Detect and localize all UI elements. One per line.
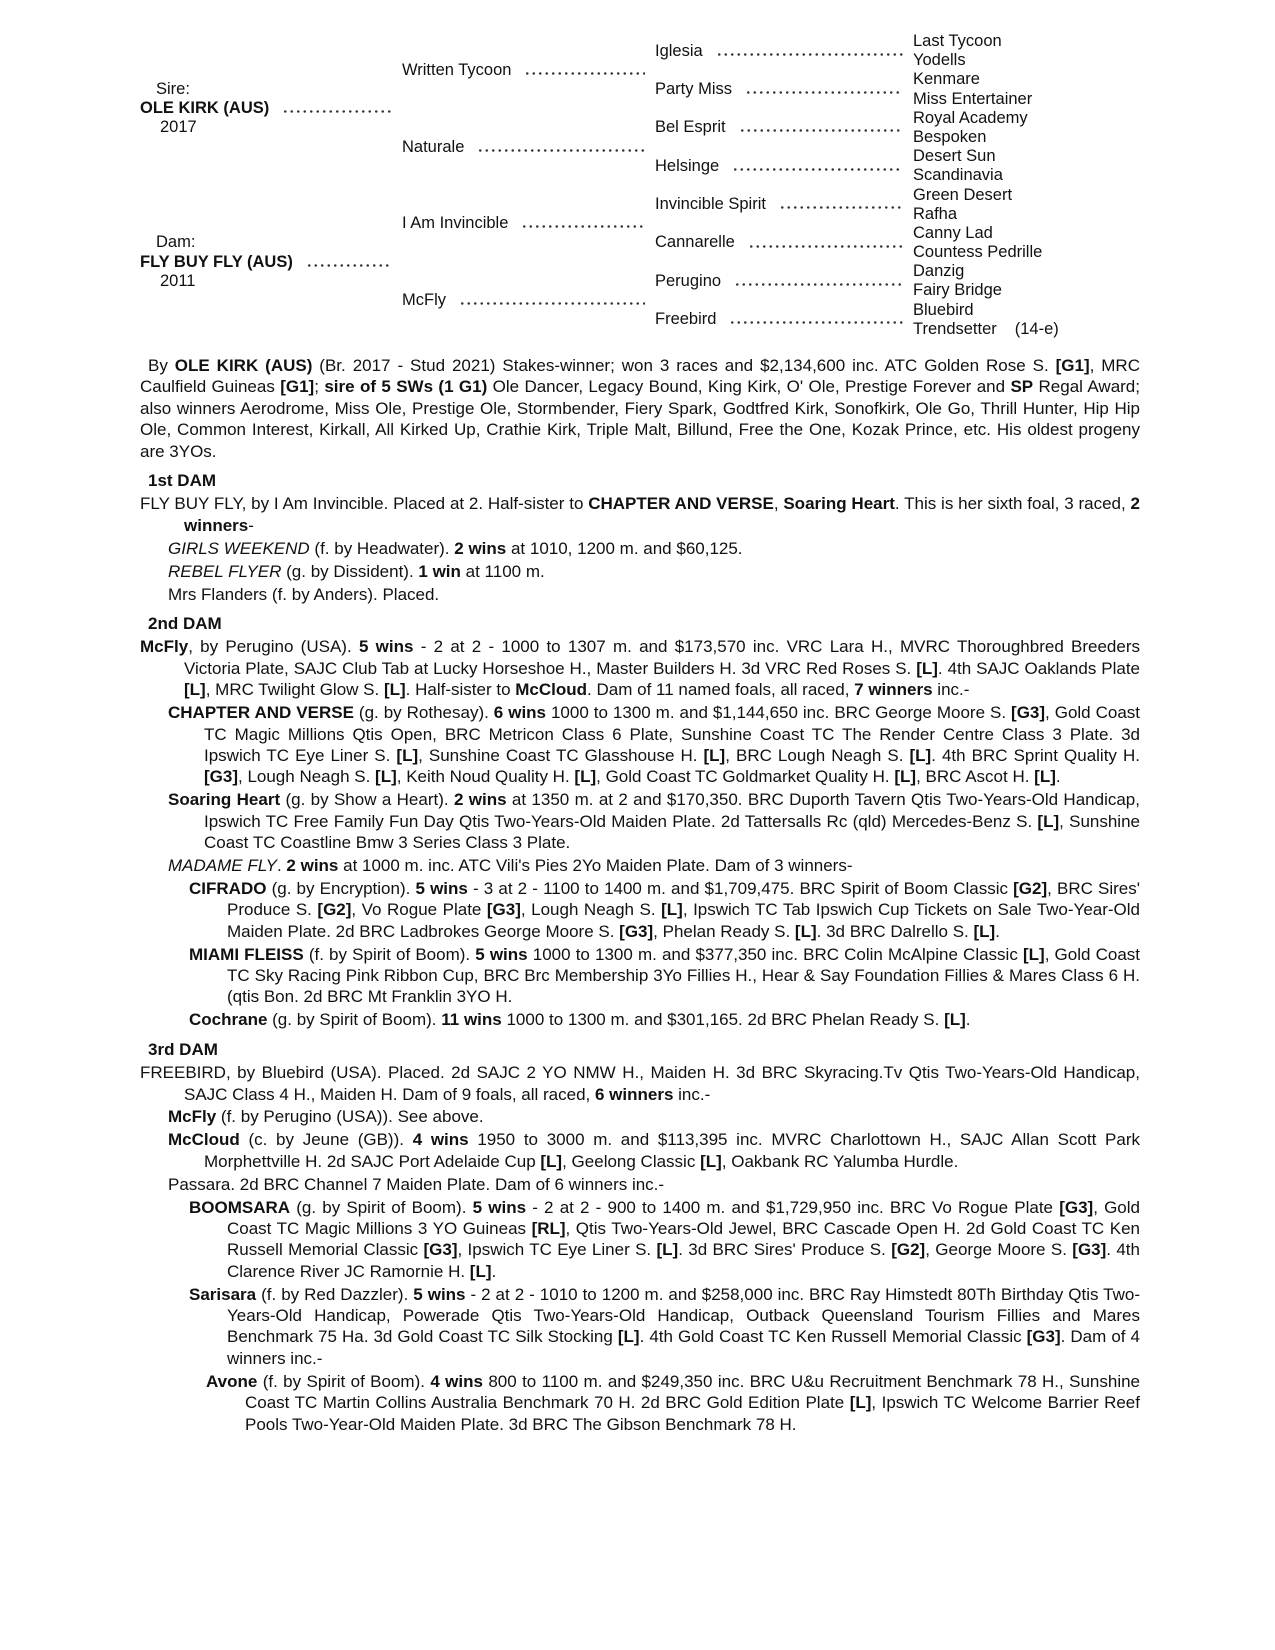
- pedigree-paragraph: FREEBIRD, by Bluebird (USA). Placed. 2d SAJC 2 YO NMW H., Maiden H. 3d BRC Skyracing.Tv Qtis Two-Years-Old Handicap, SAJC Class 4 H., Maiden H. Dam of 9 foals, all raced, 6 winners inc.-: [140, 1063, 1140, 1104]
- gen4-ancestor: [913, 32, 1140, 51]
- gen4-ancestor: [913, 320, 1140, 339]
- ancestor-name: Scandinavia: [913, 166, 1003, 185]
- ancestor-name: McFly: [402, 291, 446, 310]
- dam-year: 2011: [160, 271, 196, 290]
- ancestor-name: Perugino: [655, 271, 722, 290]
- dotted-leader: [739, 128, 903, 133]
- ancestor-name: Green Desert: [913, 185, 1013, 204]
- pedigree-paragraph: Passara. 2d BRC Channel 7 Maiden Plate. Dam of 6 winners inc.-: [168, 1174, 665, 1194]
- ancestor-name: Iglesia: [655, 41, 703, 60]
- gen2-ancestor: [402, 186, 655, 263]
- ancestor-name: Written Tycoon: [402, 60, 512, 79]
- sire-block: [140, 32, 402, 186]
- gen4-ancestor: [913, 90, 1140, 109]
- dotted-leader: [282, 109, 392, 114]
- ancestor-name: Naturale: [402, 137, 465, 156]
- gen3-ancestor: [655, 32, 913, 70]
- gen2-ancestor: [402, 109, 655, 186]
- gen2-ancestor: [402, 262, 655, 339]
- dam-block: [140, 186, 402, 340]
- ancestor-name: Countess Pedrille: [913, 243, 1043, 262]
- dam-label: Dam:: [156, 233, 196, 252]
- gen3-ancestor: [655, 301, 913, 339]
- ancestor-name: Miss Entertainer: [913, 89, 1033, 108]
- ancestor-name: Bespoken: [913, 127, 987, 146]
- dam-name: FLY BUY FLY (AUS): [140, 252, 293, 271]
- ancestor-name: Desert Sun: [913, 147, 996, 166]
- gen4-ancestor: [913, 243, 1140, 262]
- ancestor-name: Canny Lad: [913, 223, 993, 242]
- pedigree-paragraph: Cochrane (g. by Spirit of Boom). 11 wins 1000 to 1300 m. and $301,165. 2d BRC Phelan Ready S. [L].: [189, 1010, 971, 1030]
- gen4-ancestor: [913, 262, 1140, 281]
- dotted-leader: [477, 148, 645, 153]
- pedigree-paragraph: Sarisara (f. by Red Dazzler). 5 wins - 2 at 2 - 1010 to 1200 m. and $258,000 inc. BRC Ray Himstedt 80Th Birthday Qtis Two-Years-Old Handicap, Powerade Qtis Two-Years-Old Handicap, Outback Queensland Tourism Fillies and Mares Benchmark 75 Ha. 3d Gold Coast TC Silk Stocking [L]. 4th Gold Coast TC Ken Russell Memorial Classic [G3]. Dam of 4 winners inc.-: [189, 1284, 1141, 1368]
- gen4-ancestor: [913, 186, 1140, 205]
- dotted-leader: [748, 244, 903, 249]
- gen4-ancestor: [913, 224, 1140, 243]
- pedigree-paragraph: MADAME FLY. 2 wins at 1000 m. inc. ATC Vili's Pies 2Yo Maiden Plate. Dam of 3 winners-: [168, 855, 853, 875]
- gen3-ancestor: [655, 70, 913, 108]
- sire-label: Sire:: [156, 79, 190, 98]
- ancestor-name: Helsinge: [655, 156, 720, 175]
- sire-name: OLE KIRK (AUS): [140, 99, 270, 118]
- pedigree-paragraph: MIAMI FLEISS (f. by Spirit of Boom). 5 wins 1000 to 1300 m. and $377,350 inc. BRC Colin McAlpine Classic [L], Gold Coast TC Sky Racing Pink Ribbon Cup, BRC Brc Membership 3Yo Fillies H., Hear & Say Foundation Fillies & Mares Class 6 H. (qtis Bon. 2d BRC Mt Franklin 3YO H.: [189, 944, 1140, 1007]
- ancestor-name: Last Tycoon: [913, 32, 1002, 50]
- dotted-leader: [745, 90, 903, 95]
- pedigree-paragraph: GIRLS WEEKEND (f. by Headwater). 2 wins at 1010, 1200 m. and $60,125.: [168, 538, 743, 558]
- ancestor-name: Fairy Bridge: [913, 281, 1002, 300]
- pedigree-paragraph: McFly (f. by Perugino (USA)). See above.: [168, 1107, 484, 1127]
- ancestor-name: I Am Invincible: [402, 214, 509, 233]
- section-heading: 3rd DAM: [148, 1039, 218, 1059]
- ancestor-name: Invincible Spirit: [655, 195, 766, 214]
- dotted-leader: [521, 224, 645, 229]
- gen4-ancestor: [913, 205, 1140, 224]
- pedigree-notes: [140, 355, 1140, 1435]
- gen3-ancestor: [655, 186, 913, 224]
- pedigree-paragraph: McFly, by Perugino (USA). 5 wins - 2 at 2 - 1000 to 1307 m. and $173,570 inc. VRC Lara H., MVRC Thoroughbred Breeders Victoria Plate, SAJC Club Tab at Lucky Horseshoe H., Master Builders H. 3d VRC Red Roses S. [L]. 4th SAJC Oaklands Plate [L], MRC Twilight Glow S. [L]. Half-sister to McCloud. Dam of 11 named foals, all raced, 7 winners inc.-: [140, 637, 1141, 700]
- pedigree-paragraph: Soaring Heart (g. by Show a Heart). 2 wins at 1350 m. at 2 and $170,350. BRC Duporth Tavern Qtis Two-Years-Old Handicap, Ipswich TC Free Family Fun Day Qtis Two-Years-Old Maiden Plate. 2d Tattersalls Rc (qld) Mercedes-Benz S. [L], Sunshine Coast TC Coastline Bmw 3 Series Class 3 Plate.: [168, 790, 1140, 853]
- ancestor-name: Party Miss: [655, 79, 733, 98]
- dotted-leader: [734, 282, 903, 287]
- ancestor-name: Bluebird: [913, 300, 974, 319]
- pedigree-paragraph: McCloud (c. by Jeune (GB)). 4 wins 1950 to 3000 m. and $113,395 inc. MVRC Charlottown H., SAJC Allan Scott Park Morphettville H. 2d SAJC Port Adelaide Cup [L], Geelong Classic [L], Oakbank RC Yalumba Hurdle.: [168, 1130, 1140, 1171]
- gen4-ancestor: [913, 301, 1140, 320]
- pedigree-paragraph: By OLE KIRK (AUS) (Br. 2017 - Stud 2021) Stakes-winner; won 3 races and $2,134,600 inc. ATC Golden Rose S. [G1], MRC Caulfield Guineas [G1]; sire of 5 SWs (1 G1) Ole Dancer, Legacy Bound, King Kirk, O' Ole, Prestige Forever and SP Regal Award; also winners Aerodrome, Miss Ole, Prestige Ole, Stormbender, Fiery Spark, Godtfred Kirk, Sonofkirk, Ole Go, Thrill Hunter, Hip Hip Ole, Common Interest, Kirkall, All Kirked Up, Crathie Kirk, Triple Malt, Billund, Free the One, Kozak Prince, etc. His oldest progeny are 3YOs.: [140, 356, 1140, 461]
- sire-year: 2017: [160, 118, 197, 137]
- ancestor-name: Cannarelle: [655, 233, 735, 252]
- ancestor-name: Rafha: [913, 204, 958, 223]
- ancestor-name: Trendsetter: [913, 319, 997, 338]
- gen4-ancestor: [913, 147, 1140, 166]
- gen3-ancestor: [655, 109, 913, 147]
- ancestor-name: Bel Esprit: [655, 118, 726, 137]
- dotted-leader: [729, 320, 903, 325]
- pedigree-paragraph: REBEL FLYER (g. by Dissident). 1 win at 1100 m.: [168, 561, 545, 581]
- dotted-leader: [459, 301, 645, 306]
- pedigree-paragraph: CHAPTER AND VERSE (g. by Rothesay). 6 wins 1000 to 1300 m. and $1,144,650 inc. BRC George Moore S. [G3], Gold Coast TC Magic Millions Qtis Open, BRC Metricon Class 6 Plate, Sunshine Coast TC The Render Centre Class 3 Plate. 3d Ipswich TC Eye Liner S. [L], Sunshine Coast TC Glasshouse H. [L], BRC Lough Neagh S. [L]. 4th BRC Sprint Quality H. [G3], Lough Neagh S. [L], Keith Noud Quality H. [L], Gold Coast TC Goldmarket Quality H. [L], BRC Ascot H. [L].: [168, 703, 1141, 787]
- gen4-ancestor: [913, 70, 1140, 89]
- gen3-ancestor: [655, 262, 913, 300]
- pedigree-paragraph: CIFRADO (g. by Encryption). 5 wins - 3 at 2 - 1100 to 1400 m. and $1,709,475. BRC Spirit of Boom Classic [G2], BRC Sires' Produce S. [G2], Vo Rogue Plate [G3], Lough Neagh S. [L], Ipswich TC Tab Ipswich Cup Tickets on Sale Two-Year-Old Maiden Plate. 2d BRC Ladbrokes George Moore S. [G3], Phelan Ready S. [L]. 3d BRC Dalrello S. [L].: [189, 878, 1141, 941]
- family-number: (14-e): [1014, 319, 1059, 338]
- ancestor-name: Freebird: [655, 310, 717, 329]
- gen4-ancestor: [913, 281, 1140, 300]
- pedigree-paragraph: Mrs Flanders (f. by Anders). Placed.: [168, 584, 440, 604]
- gen3-ancestor: [655, 224, 913, 262]
- dotted-leader: [716, 52, 903, 57]
- dotted-leader: [779, 205, 903, 210]
- dotted-leader: [732, 167, 903, 172]
- ancestor-name: Kenmare: [913, 70, 980, 89]
- gen4-ancestor: [913, 109, 1140, 128]
- pedigree-table: [140, 32, 1140, 339]
- dotted-leader: [306, 263, 392, 268]
- pedigree-paragraph: BOOMSARA (g. by Spirit of Boom). 5 wins - 2 at 2 - 900 to 1400 m. and $1,729,950 inc. BRC Vo Rogue Plate [G3], Gold Coast TC Magic Millions 3 YO Guineas [RL], Qtis Two-Years-Old Jewel, BRC Cascade Open H. 2d Gold Coast TC Ken Russell Memorial Classic [G3], Ipswich TC Eye Liner S. [L]. 3d BRC Sires' Produce S. [G2], George Moore S. [G3]. 4th Clarence River JC Ramornie H. [L].: [189, 1197, 1140, 1281]
- gen4-ancestor: [913, 128, 1140, 147]
- gen4-ancestor: [913, 51, 1140, 70]
- dotted-leader: [524, 71, 645, 76]
- section-heading: 1st DAM: [148, 471, 217, 491]
- ancestor-name: Royal Academy: [913, 108, 1028, 127]
- pedigree-paragraph: Avone (f. by Spirit of Boom). 4 wins 800 to 1100 m. and $249,350 inc. BRC U&u Recruitment Benchmark 78 H., Sunshine Coast TC Martin Collins Australia Benchmark 70 H. 2d BRC Gold Edition Plate [L], Ipswich TC Welcome Barrier Reef Pools Two-Year-Old Maiden Plate. 3d BRC The Gibson Benchmark 78 H.: [206, 1371, 1141, 1434]
- section-heading: 2nd DAM: [148, 613, 222, 633]
- gen2-ancestor: [402, 32, 655, 109]
- gen4-ancestor: [913, 166, 1140, 185]
- pedigree-paragraph: FLY BUY FLY, by I Am Invincible. Placed at 2. Half-sister to CHAPTER AND VERSE, Soaring Heart. This is her sixth foal, 3 raced, 2 winners-: [140, 494, 1140, 535]
- ancestor-name: Yodells: [913, 51, 966, 70]
- gen3-ancestor: [655, 147, 913, 185]
- ancestor-name: Danzig: [913, 262, 965, 281]
